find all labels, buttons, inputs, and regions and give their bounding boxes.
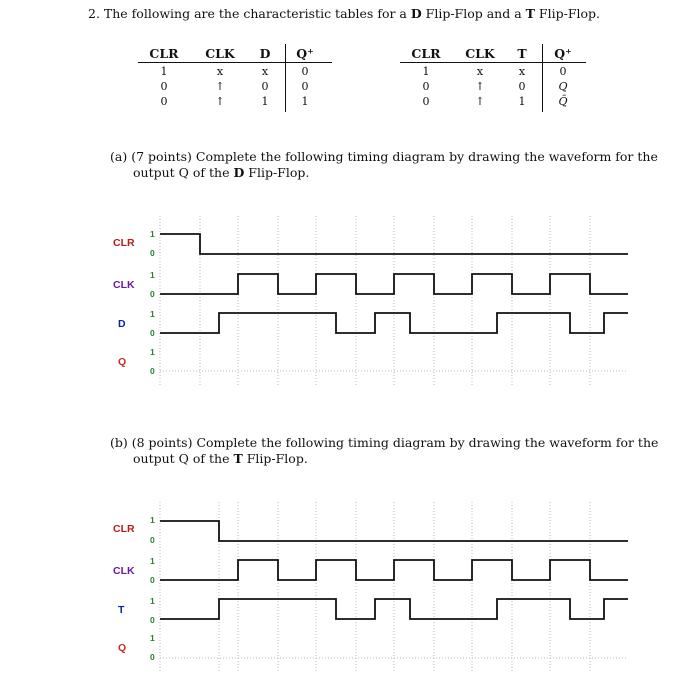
level-high: 1 <box>150 229 155 239</box>
part-b-label: (b) <box>110 435 128 450</box>
cell: x <box>261 65 269 78</box>
cell: 1 <box>261 95 269 108</box>
waveform-clk-a <box>160 274 628 294</box>
level-high: 1 <box>150 309 155 319</box>
cell: x <box>518 65 526 78</box>
part-a-label: (a) <box>110 149 128 164</box>
level-low: 0 <box>150 366 155 376</box>
signal-label-d: D <box>118 318 126 330</box>
cell: 0 <box>160 80 168 93</box>
gridlines-b <box>160 502 628 672</box>
part-b-text-after: Flip-Flop. <box>242 451 308 466</box>
cell: 0 <box>518 80 526 93</box>
level-low: 0 <box>150 328 155 338</box>
level-low: 0 <box>150 652 155 662</box>
cell: x <box>216 65 224 78</box>
header-clr: CLR <box>149 46 179 61</box>
level-high: 1 <box>150 596 155 606</box>
question-t-ff: T <box>525 6 535 21</box>
cell: 0 <box>301 65 309 78</box>
header-clk: CLK <box>205 46 235 61</box>
level-high: 1 <box>150 556 155 566</box>
level-low: 0 <box>150 535 155 545</box>
part-a-ff: D <box>233 165 245 180</box>
level-low: 0 <box>150 575 155 585</box>
cell: ↑ <box>215 95 225 108</box>
question-text-before: The following are the characteristic tables for a <box>103 6 411 21</box>
level-low: 0 <box>150 248 155 258</box>
level-high: 1 <box>150 347 155 357</box>
header-clr: CLR <box>411 46 441 61</box>
part-b-points: (8 points) <box>131 435 193 450</box>
cell: 1 <box>422 65 430 78</box>
waveform-clk-b <box>160 560 628 580</box>
signal-label-q: Q <box>118 642 127 654</box>
question-text-after: Flip-Flop. <box>534 6 600 21</box>
header-clk: CLK <box>465 46 495 61</box>
header-q-next: Q⁺ <box>554 46 572 61</box>
cell: ↑ <box>215 80 225 93</box>
level-high: 1 <box>150 270 155 280</box>
signal-label-clr: CLR <box>113 237 135 249</box>
level-high: 1 <box>150 633 155 643</box>
cell: 0 <box>261 80 269 93</box>
level-low: 0 <box>150 615 155 625</box>
cell: 1 <box>518 95 526 108</box>
gridlines-a <box>160 216 628 386</box>
cell: Q̄ <box>558 95 568 108</box>
cell: 0 <box>422 95 430 108</box>
cell: 0 <box>422 80 430 93</box>
cell: ↑ <box>475 95 485 108</box>
signal-label-clk: CLK <box>113 565 135 577</box>
cell: ↑ <box>475 80 485 93</box>
header-t: T <box>517 46 527 61</box>
part-a-text-after: Flip-Flop. <box>244 165 310 180</box>
signal-label-t: T <box>118 604 125 616</box>
signal-label-q: Q <box>118 356 127 368</box>
part-b-instruction: Complete the following timing diagram by drawing the waveform for the <box>196 435 659 450</box>
level-low: 0 <box>150 289 155 299</box>
part-a-instruction: Complete the following timing diagram by drawing the waveform for the <box>195 149 658 164</box>
question-text-middle: Flip-Flop and a <box>421 6 526 21</box>
part-b-text-before: output Q of the <box>133 451 234 466</box>
part-a-points: (7 points) <box>131 149 192 164</box>
question-number: 2. <box>88 6 100 21</box>
signal-label-clk: CLK <box>113 279 135 291</box>
cell: x <box>476 65 484 78</box>
cell: 1 <box>301 95 309 108</box>
header-d: D <box>259 46 271 61</box>
cell: Q <box>558 80 568 93</box>
part-a-text-before: output Q of the <box>133 165 234 180</box>
cell: 0 <box>160 95 168 108</box>
cell: 0 <box>559 65 567 78</box>
level-high: 1 <box>150 515 155 525</box>
cell: 0 <box>301 80 309 93</box>
header-q-next: Q⁺ <box>296 46 314 61</box>
cell: 1 <box>160 65 168 78</box>
part-b-ff: T <box>233 451 243 466</box>
question-d-ff: D <box>410 6 422 21</box>
signal-label-clr: CLR <box>113 523 135 535</box>
